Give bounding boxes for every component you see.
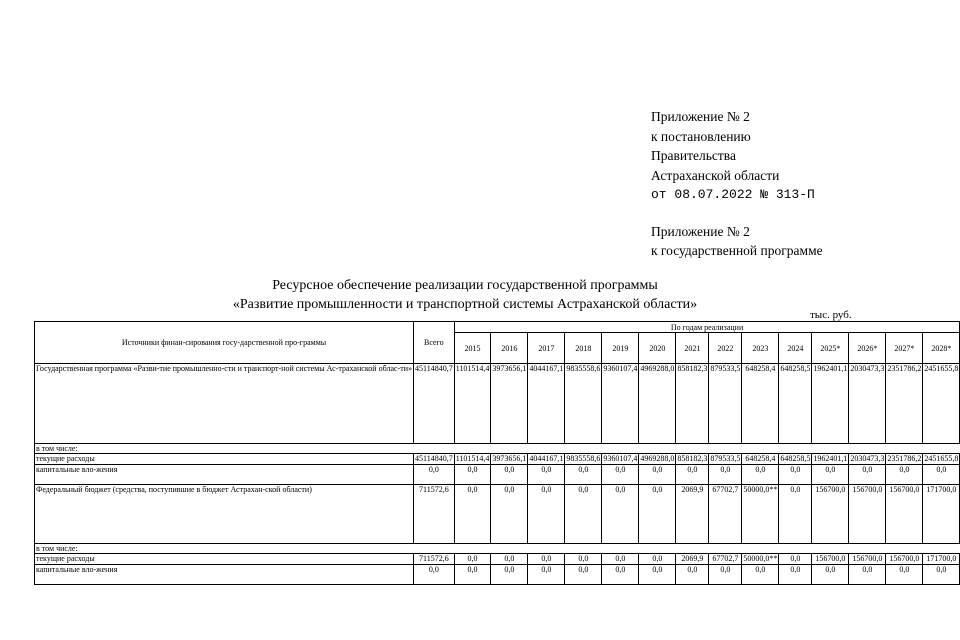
row-label: в том числе: [35, 444, 960, 454]
cell-year-value: 171700,0 [923, 554, 960, 565]
appendix-line: Астраханской области [651, 167, 780, 183]
cell-year-value: 50000,0** [743, 554, 778, 563]
appendix-line: Приложение № 2 [651, 109, 750, 124]
cell-year-value: 0,0 [528, 465, 565, 485]
row-label: текущие расходы [35, 554, 414, 565]
cell-year-value: 2030473,3 [850, 454, 885, 463]
cell-year-value: 4969288,0 [639, 364, 676, 444]
table-row [35, 554, 960, 565]
cell-year-value: 879533,5 [709, 364, 742, 444]
cell-year-value: 1101514,4 [455, 454, 490, 463]
cell-year-value: 156700,0 [886, 485, 923, 544]
cell-year-value: 0,0 [742, 465, 779, 485]
cell-year-value: 0,0 [454, 554, 491, 565]
appendix-line: Приложение № 2 [651, 223, 750, 239]
cell-year-value: 2451655,8 [923, 364, 960, 444]
table-row [35, 454, 960, 465]
cell-year-value: 648258,4 [742, 454, 779, 465]
cell-total: 45114840,7 [414, 454, 453, 463]
cell-year-value: 0,0 [849, 465, 886, 485]
cell-year-value: 0,0 [565, 565, 602, 585]
cell-year-value: 156700,0 [812, 554, 849, 565]
appendix-line: к государственной программе [651, 243, 823, 258]
cell-year-value: 0,0 [454, 465, 491, 485]
cell-year-value: 0,0 [491, 465, 528, 485]
cell-year-value: 858182,3 [676, 364, 709, 444]
cell-year-value: 648258,5 [780, 454, 811, 463]
row-label: текущие расходы [35, 454, 414, 465]
cell-year-value: 9360107,4 [603, 454, 638, 463]
cell-year-value: 0,0 [565, 465, 602, 485]
cell-year-value: 0,0 [528, 554, 565, 565]
cell-year-value: 0,0 [886, 565, 923, 585]
cell-year-value: 0,0 [639, 554, 676, 565]
cell-total: 0,0 [413, 465, 454, 485]
header-year: 2019 [602, 333, 639, 364]
cell-year-value: 2069,9 [676, 485, 709, 544]
cell-year-value: 9360107,4 [602, 364, 639, 444]
cell-total: 0,0 [413, 565, 454, 585]
cell-year-value: 67702,7 [709, 485, 742, 544]
cell-year-value: 4044167,1 [529, 454, 564, 463]
table-row [35, 565, 960, 585]
cell-year-value: 1101514,4 [454, 364, 491, 444]
cell-year-value: 0,0 [923, 465, 960, 485]
table-row [35, 465, 960, 485]
header-year: 2018 [565, 333, 602, 364]
cell-year-value: 2351786,2 [886, 364, 923, 444]
cell-year-value: 0,0 [923, 565, 960, 585]
cell-year-value: 648258,4 [742, 364, 779, 444]
cell-year-value: 9835558,6 [565, 364, 602, 444]
header-year: 2016 [491, 333, 528, 364]
units-label: тыс. руб. [810, 309, 852, 321]
header-year: 2022 [709, 333, 742, 364]
row-label: Государственная программа «Разви-тие промышленно-сти и транспорт-ной системы Ас-траханской облас-ти» [35, 364, 414, 444]
row-label: капитальные вло-жения [35, 565, 414, 585]
row-label: капитальные вло-жения [35, 465, 414, 485]
appendix-block [651, 107, 823, 261]
spacer [651, 205, 823, 222]
cell-year-value: 0,0 [849, 565, 886, 585]
header-year: 2025* [812, 333, 849, 364]
document-title [0, 276, 930, 314]
cell-year-value: 3973656,1 [492, 454, 527, 463]
cell-year-value: 0,0 [676, 465, 709, 485]
cell-year-value: 0,0 [779, 485, 812, 544]
cell-year-value: 9835558,6 [566, 454, 601, 463]
header-total: Всего [413, 322, 454, 364]
resource-table [34, 321, 960, 585]
cell-year-value: 0,0 [491, 565, 528, 585]
cell-year-value: 156700,0 [812, 485, 849, 544]
cell-year-value: 0,0 [454, 485, 491, 544]
cell-year-value: 2351786,2 [887, 454, 922, 463]
title-line-2: «Развитие промышленности и транспортной системы Астраханской области» [232, 297, 698, 312]
cell-year-value: 0,0 [491, 485, 528, 544]
header-year: 2027* [886, 333, 923, 364]
cell-year-value: 0,0 [709, 465, 742, 485]
header-year: 2021 [676, 333, 709, 364]
cell-year-value: 0,0 [742, 565, 779, 585]
cell-year-value: 0,0 [602, 554, 639, 565]
cell-year-value: 0,0 [812, 565, 849, 585]
cell-year-value: 4044167,1 [528, 364, 565, 444]
row-label: в том числе: [35, 544, 960, 554]
header-year: 2028* [923, 333, 960, 364]
decree-date-number: от 08.07.2022 № 313-П [651, 187, 815, 202]
cell-year-value: 1962401,1 [813, 454, 848, 463]
header-year: 2026* [849, 333, 886, 364]
header-years-group: По годам реализации [454, 322, 960, 333]
cell-year-value: 0,0 [528, 485, 565, 544]
table-row [35, 485, 960, 544]
cell-year-value: 0,0 [886, 465, 923, 485]
cell-year-value: 3973656,1 [491, 364, 528, 444]
cell-total: 711572,6 [413, 554, 454, 565]
cell-year-value: 648258,5 [779, 364, 812, 444]
cell-year-value: 2069,9 [676, 554, 709, 565]
cell-year-value: 0,0 [676, 565, 709, 585]
header-year: 2024 [779, 333, 812, 364]
cell-year-value: 0,0 [779, 565, 812, 585]
cell-year-value: 0,0 [779, 554, 812, 565]
cell-total: 45114840,7 [413, 364, 454, 444]
cell-total: 711572,6 [413, 485, 454, 544]
cell-year-value: 4969288,0 [640, 454, 675, 463]
appendix-line: к постановлению [651, 128, 751, 144]
cell-year-value: 0,0 [602, 565, 639, 585]
cell-year-value: 0,0 [639, 485, 676, 544]
cell-year-value: 0,0 [565, 554, 602, 565]
cell-year-value: 171700,0 [923, 485, 960, 544]
table-row [35, 444, 960, 454]
cell-year-value: 0,0 [639, 565, 676, 585]
cell-year-value: 50000,0** [742, 485, 779, 544]
row-label: Федеральный бюджет (средства, поступившие в бюджет Астрахан-ской области) [35, 485, 414, 544]
cell-year-value: 156700,0 [849, 485, 886, 544]
cell-year-value: 0,0 [602, 465, 639, 485]
cell-year-value: 2451655,8 [924, 454, 959, 463]
cell-year-value: 2030473,3 [849, 364, 886, 444]
cell-year-value: 0,0 [602, 485, 639, 544]
cell-year-value: 0,0 [454, 565, 491, 585]
cell-year-value: 0,0 [709, 565, 742, 585]
cell-year-value: 858182,3 [677, 454, 708, 463]
header-year: 2023 [742, 333, 779, 364]
table-row [35, 544, 960, 554]
header-source: Источники финан-сирования госу-дарственной про-граммы [35, 322, 414, 364]
cell-year-value: 0,0 [528, 565, 565, 585]
header-year: 2015 [454, 333, 491, 364]
header-year: 2020 [639, 333, 676, 364]
cell-year-value: 0,0 [491, 554, 528, 565]
cell-year-value: 0,0 [779, 465, 812, 485]
cell-year-value: 0,0 [812, 465, 849, 485]
cell-year-value: 67702,7 [709, 554, 742, 565]
cell-year-value: 156700,0 [886, 554, 923, 565]
cell-year-value: 0,0 [565, 485, 602, 544]
appendix-line: Правительства [651, 148, 736, 163]
cell-year-value: 156700,0 [849, 554, 886, 565]
cell-year-value: 879533,5 [710, 454, 741, 463]
table-row [35, 364, 960, 444]
header-year: 2017 [528, 333, 565, 364]
cell-year-value: 0,0 [639, 465, 676, 485]
cell-year-value: 1962401,1 [812, 364, 849, 444]
title-line-1: Ресурсное обеспечение реализации государственной программы [272, 278, 658, 293]
